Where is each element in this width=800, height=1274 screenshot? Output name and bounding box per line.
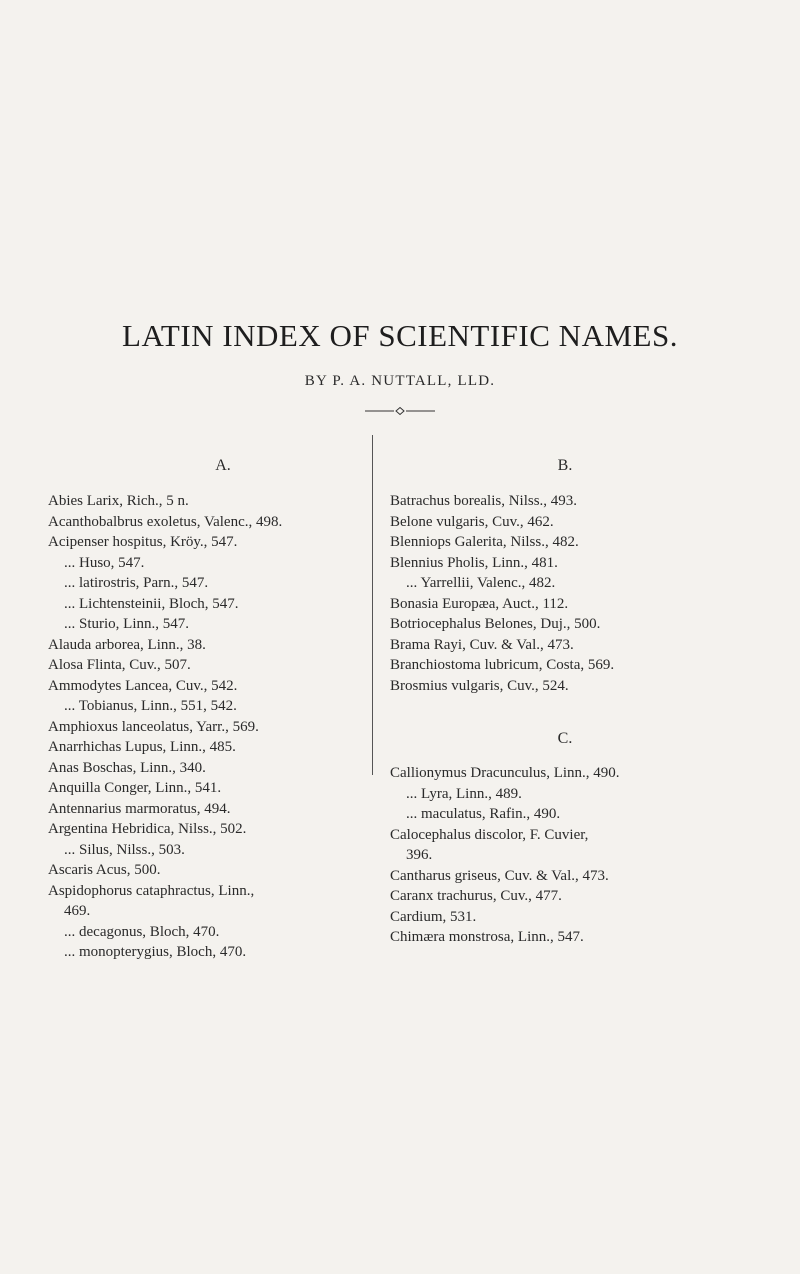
index-entry: ... latirostris, Parn., 547. [64, 575, 209, 591]
index-entry: ... Lichtensteinii, Bloch, 547. [64, 595, 239, 612]
index-entry: Calocephalus discolor, F. Cuvier, [390, 826, 589, 843]
index-entry: Belone vulgaris, Cuv., 462. [390, 513, 554, 530]
index-entry: Alosa Flinta, Cuv., 507. [48, 657, 191, 673]
index-entry: Botriocephalus Belones, Duj., 500. [390, 616, 601, 632]
index-entry: Ammodytes Lancea, Cuv., 542. [48, 677, 238, 694]
index-entry: Amphioxus lanceolatus, Yarr., 569. [48, 718, 259, 735]
section-heading-c: C. [557, 730, 573, 747]
index-list-b [390, 491, 740, 696]
section-heading-a: A. [215, 457, 231, 474]
index-entry: Brama Rayi, Cuv. & Val., 473. [390, 636, 574, 653]
index-entry: Aspidophorus cataphractus, Linn., [48, 882, 255, 899]
index-entry-continuation: 469. [64, 903, 91, 919]
index-entry: ... Silus, Nilss., 503. [64, 841, 185, 858]
index-entry: Argentina Hebridica, Nilss., 502. [48, 821, 247, 837]
index-entry: ... Yarrellii, Valenc., 482. [406, 575, 556, 591]
index-entry: Blenniops Galerita, Nilss., 482. [390, 534, 579, 550]
index-entry: ... Sturio, Linn., 547. [64, 616, 190, 632]
column-b [390, 457, 740, 948]
index-entry: Abies Larix, Rich., 5 n. [48, 493, 189, 509]
index-entry: ... Lyra, Linn., 489. [406, 785, 522, 802]
index-entry: Acanthobalbrus exoletus, Valenc., 498. [48, 513, 283, 530]
index-entry: ... maculatus, Rafin., 490. [406, 806, 561, 822]
index-entry: Alauda arborea, Linn., 38. [48, 636, 206, 653]
index-entry: ... monopterygius, Bloch, 470. [64, 944, 247, 960]
index-entry: Cantharus griseus, Cuv. & Val., 473. [390, 867, 609, 884]
index-entry: Antennarius marmoratus, 494. [48, 800, 231, 817]
index-entry: Chimæra monstrosa, Linn., 547. [390, 929, 584, 945]
index-entry: Blennius Pholis, Linn., 481. [390, 554, 558, 571]
page-title: LATIN INDEX OF SCIENTIFIC NAMES. [122, 318, 678, 353]
index-entry: Bonasia Europæa, Auct., 112. [390, 595, 569, 612]
index-entry: Anas Boschas, Linn., 340. [48, 759, 206, 776]
index-entry: Cardium, 531. [390, 908, 477, 925]
section-heading-b: B. [557, 457, 573, 474]
index-entry: Caranx trachurus, Cuv., 477. [390, 888, 562, 904]
index-list-c [390, 763, 740, 948]
index-entry: Branchiostoma lubricum, Costa, 569. [390, 657, 615, 673]
author-byline: BY P. A. NUTTALL, LLD. [304, 373, 496, 389]
index-entry: ... Huso, 547. [64, 554, 145, 571]
column-a [48, 457, 398, 963]
index-entry: Ascaris Acus, 500. [48, 862, 161, 878]
index-entry: Acipenser hospitus, Kröy., 547. [48, 534, 238, 550]
index-entry-continuation: 396. [406, 847, 433, 863]
index-entry: ... decagonus, Bloch, 470. [64, 923, 220, 940]
index-entry: Anarrhichas Lupus, Linn., 485. [48, 739, 236, 755]
index-list-a [48, 491, 398, 963]
index-entry: ... Tobianus, Linn., 551, 542. [64, 698, 237, 714]
decorative-rule-diamond-icon [365, 406, 435, 416]
index-entry: Anquilla Conger, Linn., 541. [48, 780, 222, 796]
index-entry: Callionymus Dracunculus, Linn., 490. [390, 765, 620, 781]
index-entry: Batrachus borealis, Nilss., 493. [390, 493, 578, 509]
index-entry: Brosmius vulgaris, Cuv., 524. [390, 677, 569, 694]
